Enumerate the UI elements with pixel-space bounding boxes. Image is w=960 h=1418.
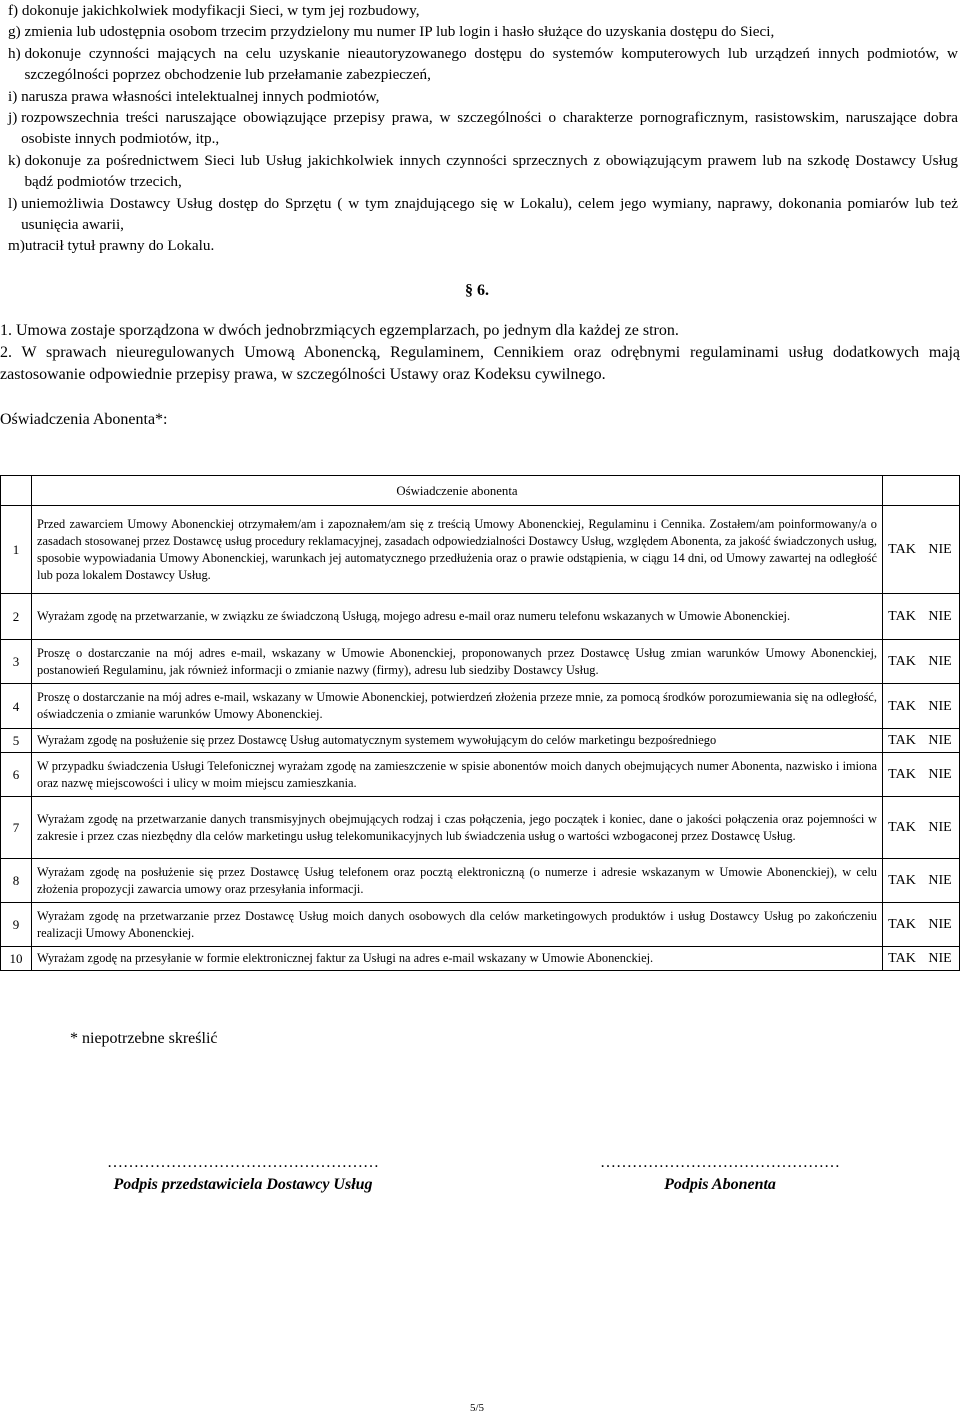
row-number: 10: [1, 947, 32, 971]
clause-f: [8, 0, 958, 21]
clause-text: dokonuje za pośrednictwem Sieci lub Usług jakichkolwiek innych czynności sprzecznych z obowiązującym prawem lub na szkodę Dostawcy Usług bądź podmiotów trzecich,: [24, 151, 958, 191]
no-option[interactable]: NIE: [921, 797, 960, 859]
signature-provider: [78, 1154, 408, 1194]
clause-label: j): [8, 109, 22, 127]
clause-m: [8, 235, 958, 256]
row-number: 9: [1, 903, 32, 947]
row-number: 8: [1, 859, 32, 903]
clause-g: [8, 21, 958, 42]
clause-label: f): [8, 2, 22, 19]
no-option[interactable]: NIE: [921, 753, 960, 797]
header-blank-cell: [883, 476, 922, 506]
no-option[interactable]: NIE: [921, 594, 960, 640]
yes-option[interactable]: TAK: [883, 797, 922, 859]
table-header: Oświadczenie abonenta: [32, 476, 883, 506]
row-text: Wyrażam zgodę na przetwarzanie danych transmisyjnych obejmujących rodzaj i czas połączenia, jego początek i koniec, dane o jakości połączenia oraz pojemności w zakresie i przez czas niezbędny dla celów marketingu usług telekomunikacyjnych lub świadczenia usług o wartości wzbogaconej przez Dostawcę Usług.: [32, 797, 883, 859]
clause-label: k): [8, 151, 25, 169]
header-blank-cell: [1, 476, 32, 506]
row-text: Proszę o dostarczanie na mój adres e-mail, wskazany w Umowie Abonenckiej, proponowanych przez Dostawcę Usług zmian warunków Umowy Abonenckiej, postanowień Regulaminu, jak również informacji o zmianie nazwy (firmy), adresu lub siedziby Dostawcy Usług.: [32, 640, 883, 684]
no-option[interactable]: NIE: [921, 506, 960, 594]
signature-line: ………………………………………: [600, 1154, 840, 1171]
clause-label: g): [8, 23, 25, 41]
row-text: Wyrażam zgodę na przetwarzanie, w związku ze świadczoną Usługą, mojego adresu e-mail oraz numeru telefonu wskazanych w Umowie Abonenckiej.: [32, 594, 883, 640]
table-row: [1, 797, 960, 859]
clause-text: uniemożliwia Dostawcy Usług dostęp do Sprzętu ( w tym znajdującego się w Lokalu), celem jego wymiany, naprawy, dokonania pomiarów lub też usunięcia awarii,: [21, 194, 958, 234]
paragraph-text: Umowa zostaje sporządzona w dwóch jednobrzmiących egzemplarzach, po jednym dla każdej ze stron.: [16, 322, 679, 339]
section-number: § 6.: [465, 282, 489, 299]
clause-text: rozpowszechnia treści naruszające obowiązujące przepisy prawa, w szczególności o charakterze pornograficznym, rasistowskim, naruszające dobra osobiste innych podmiotów, itp.,: [21, 109, 958, 148]
row-text: W przypadku świadczenia Usługi Telefonicznej wyrażam zgodę na zamieszczenie w spisie abonentów moich danych obejmujących numer Abonenta, nazwisko i imiona oraz nazwę miejscowości i ulicy w moim miejscu zamieszkania.: [32, 753, 883, 797]
yes-option[interactable]: TAK: [883, 947, 922, 971]
row-text: Wyrażam zgodę na posłużenie się przez Dostawcę Usług telefonem oraz pocztą elektroniczną (o numerze i adresie wskazanym w Umowie Abonenckiej), w celu złożenia propozycji zawarcia umowy oraz przesyłania informacji.: [32, 859, 883, 903]
yes-option[interactable]: TAK: [883, 640, 922, 684]
yes-option[interactable]: TAK: [883, 903, 922, 947]
table-row: [1, 947, 960, 971]
clause-label: m): [8, 237, 25, 255]
yes-option[interactable]: TAK: [883, 594, 922, 640]
no-option[interactable]: NIE: [921, 684, 960, 729]
row-number: 2: [1, 594, 32, 640]
clause-k: [8, 150, 958, 193]
yes-option[interactable]: TAK: [883, 684, 922, 729]
final-provisions: [0, 320, 960, 386]
row-number: 5: [1, 729, 32, 753]
no-option[interactable]: NIE: [921, 903, 960, 947]
header-blank-cell: [921, 476, 960, 506]
table-row: [1, 903, 960, 947]
clause-label: l): [8, 194, 22, 212]
clause-l: [8, 193, 958, 236]
table-row: [1, 684, 960, 729]
table-row: [1, 594, 960, 640]
clause-h: [8, 43, 958, 86]
clause-text: utracił tytuł prawny do Lokalu.: [24, 237, 215, 255]
page-number: 5/5: [470, 1402, 485, 1414]
clause-text: zmienia lub udostępnia osobom trzecim przydzielony mu numer IP lub login i hasło służące do uzyskania dostępu do Sieci,: [24, 23, 775, 41]
yes-option[interactable]: TAK: [883, 859, 922, 903]
table-row: [1, 506, 960, 594]
table-row: [1, 859, 960, 903]
table-row: [1, 753, 960, 797]
paragraph-text: W sprawach nieuregulowanych Umową Abonencką, Regulaminem, Cennikiem oraz odrębnymi regulaminami usług dodatkowych mają zastosowanie odpowiednie przepisy prawa, w szczególności Ustawy oraz Kodeksu cywilnego.: [0, 344, 960, 383]
row-number: 6: [1, 753, 32, 797]
clause-label: i): [8, 87, 22, 105]
row-text: Proszę o dostarczanie na mój adres e-mail, wskazany w Umowie Abonenckiej, potwierdzeń złożenia przeze mnie, za pomocą środków porozumiewania się na odległość, oświadczenia o zmianie warunków Umowy Abonenckiej.: [32, 684, 883, 729]
table-row: [1, 729, 960, 753]
signature-label: Podpis przedstawiciela Dostawcy Usług: [113, 1176, 373, 1193]
no-option[interactable]: NIE: [921, 640, 960, 684]
row-number: 3: [1, 640, 32, 684]
table-header-row: [1, 476, 960, 506]
paragraph-1: [0, 320, 960, 342]
signature-label: Podpis Abonenta: [664, 1176, 776, 1193]
footnote: * niepotrzebne skreślić: [70, 1030, 218, 1047]
signature-subscriber: [555, 1154, 885, 1194]
row-text: Wyrażam zgodę na przetwarzanie przez Dostawcę Usług moich danych osobowych dla celów marketingowych produktów i usług Dostawcy Usług po zakończeniu realizacji Umowy Abonenckiej.: [32, 903, 883, 947]
consents-table: [0, 475, 960, 971]
table-row: [1, 640, 960, 684]
paragraph-2: [0, 342, 960, 386]
row-text: Przed zawarciem Umowy Abonenckiej otrzymałem/am i zapoznałem/am się z treścią Umowy Abonenckiej, Regulaminu i Cennika. Zostałem/am poinformowany/a o zasadach stosowanej przez Dostawcę usług procedury reklamacyjnej, zasadach odpowiedzialności Dostawcy Usług, względem Abonenta, za jakość świadczonych usług, sposobie wypowiadania Umowy Abonenckiej, warunkach jej automatycznego przedłużenia oraz o prawie odstąpienia, w ciągu 14 dni, od Umowy zawartej na odległość lub poza lokalem Dostawcy Usług.: [32, 506, 883, 594]
clause-text: dokonuje czynności mających na celu uzyskanie nieautoryzowanego dostępu do systemów komputerowych lub urządzeń innych podmiotów, w szczególności poprzez obchodzenie lub przełamanie zabezpieczeń,: [24, 44, 958, 84]
declarations-title: Oświadczenia Abonenta*:: [0, 411, 168, 428]
row-number: 7: [1, 797, 32, 859]
paragraph-number: 2.: [0, 344, 22, 361]
yes-option[interactable]: TAK: [883, 753, 922, 797]
paragraph-number: 1.: [0, 322, 16, 339]
no-option[interactable]: NIE: [921, 859, 960, 903]
clause-text: narusza prawa własności intelektualnej innych podmiotów,: [21, 87, 380, 105]
no-option[interactable]: NIE: [921, 729, 960, 753]
signature-line: ……………………………………………: [107, 1154, 379, 1171]
clause-text: dokonuje jakichkolwiek modyfikacji Sieci, w tym jej rozbudowy,: [21, 2, 420, 19]
clause-j: [8, 107, 958, 150]
yes-option[interactable]: TAK: [883, 729, 922, 753]
clause-label: h): [8, 44, 25, 62]
row-text: Wyrażam zgodę na posłużenie się przez Dostawcę Usług automatycznym systemem wywołującym do celów marketingu bezpośredniego: [32, 729, 883, 753]
row-text: Wyrażam zgodę na przesyłanie w formie elektronicznej faktur za Usługi na adres e-mail wskazany w Umowie Abonenckiej.: [32, 947, 883, 971]
clause-i: [8, 86, 958, 107]
clause-list: [8, 0, 958, 257]
yes-option[interactable]: TAK: [883, 506, 922, 594]
row-number: 1: [1, 506, 32, 594]
row-number: 4: [1, 684, 32, 729]
no-option[interactable]: NIE: [921, 947, 960, 971]
